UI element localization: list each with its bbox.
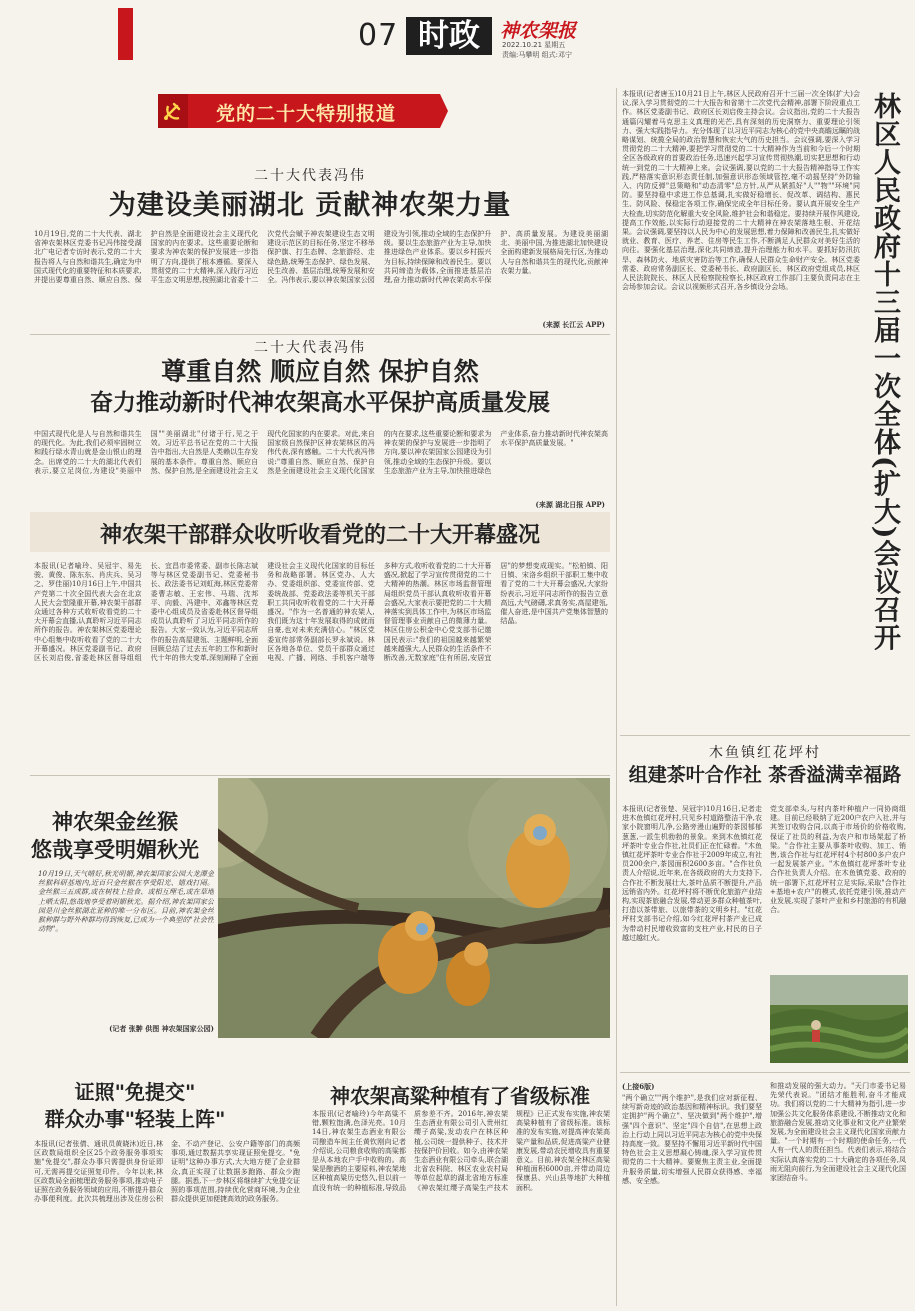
article5-body: 本报讯(记者张倩、通讯员黄晓沐)近日,林区政数局组织全区25个政务服务事项实施"免提交",群众办事只需提供身份证即可,无需再提交证照复印件。今年以来,林区政数局全面梳理政务服务事项,推动电子证照在政务服务领域的应用,不断提升群众办事便利度。此次共梳理出涉及住房公积金、不动产登记、公安户籍等部门的高频事项,通过数据共享实现证照免提交。"免证明"这种办事方式,大大地方便了企业群众,真正实现了让数据多跑路、群众少跑腿。据悉,下一步林区将继续扩大免提交证照的事项范围,持续优化营商环境,为企业群众提供更加便捷高效的政务服务。	[34, 1140, 300, 1204]
article8-body-2: 党支部牵头,与村内茶叶种植户一同协商组建。目前已经吸纳了近200户农户入社,并与其签订收购合同,以高于市场价的价格收购,保证了社员的利益,为农户和市场架起了桥梁。"合作社主要从事茶叶收购、加工、销售,该合作社与红花坪村4个村800多户农户一起发展茶产业。"木鱼镇红花坪茶叶专业合作社负责人介绍。在木鱼镇党委、政府的统一部署下,红花坪村立足实际,采取"合作社+基地+农户"的模式,依托党建引领,推动产业发展,实现了茶叶产业和乡村旅游的有机融合。	[770, 805, 906, 915]
article3-body: 本报讯(记者喻玲、吴冠宇、易先骏、黄俊、陈东东、肖庆兵、吴习之、罗佳丽)10月16日上午,中国共产党第二十次全国代表大会在北京人民大会堂隆重开幕,神农架干部群众通过各种方式收听收看党的二十大开幕会直播,认真聆听习近平同志所作的报告。神农架林区党委理论中心组集中收听收看了党的二十大开幕盛况。林区党委副书记、政府区长刘启俊,省委赴林区督导组组长、宜昌市委常委、副市长陈志斌等与林区党委副书记、党委秘书长、政法委书记刘虹海,林区党委常委曹志敏、王宏伟、马瑞、沈邦平、向毅、冯建中、邓鑫等林区党委中心组成员及省委赴林区督导组成员认真聆听了习近平同志所作的报告。大家一致认为,习近平同志所作的报告高屋建瓴、主题鲜明,全面回顾总结了过去五年的工作和新时代十年的伟大变革,深刻阐释了全面建设社会主义现代化国家的目标任务和战略部署。林区党办、人大办、党委组织部、党委宣传部、党委统战部、党委政法委等机关干部职工共同收听收看党的二十大开幕盛况。"作为一名普通的神农架人,我们既为这十年发展取得的成就而自豪,也对未来充满信心。"林区党委宣传部常务副部长罗永斌说。林区各地各单位、党员干部群众通过电视、广播、网络、手机客户端等多种方式,收听收看党的二十大开幕盛况,掀起了学习宣传贯彻党的二十大精神的热潮。林区市场监督管理局组织党员干部认真收听收看开幕会盛况,大家表示要把党的二十大精神落实到具体工作中,为林区市场监督管理事业贡献自己的微薄力量。林区住房公积金中心党支部书记邀国民表示:"我们的祖国越来越繁荣越来越强大,人民群众的生活条件不断改善,无数家庭"住有所居,安居宜居"的梦想变成现实。"松柏镇、阳日镇、宋洛乡组织干部职工集中收看了党的二十大开幕会盛况,大家纷纷表示,习近平同志所作的报告立意高远,大气磅礴,求真务实,高屋建瓴,催人奋进,是中国共产党集体智慧的结晶。	[34, 562, 608, 663]
golden-monkey-illustration	[158, 778, 610, 1038]
article2-headline-line2: 奋力推动新时代神农架高水平保护高质量发展	[90, 389, 550, 416]
article8-headline: 组建茶叶合作社 茶香溢满幸福路	[628, 764, 902, 786]
tea-photo	[770, 975, 908, 1063]
article2-body: 中国式现代化是人与自然和谐共生的现代化。为此,我们必须牢固树立和践行绿水青山就是金山银山的理念。出席党的二十大的湖北代表们表示,要立足岗位,为建设"美丽中国""美丽湖北"付诸于行,见之于效。习近平总书记在党的二十大报告中指出,大自然是人类赖以生存发展的基本条件。尊重自然、顺应自然、保护自然,是全面建设社会主义现代化国家的内在要求。对此,来自国家级自然保护区神农架林区的冯伟代表,深有感触。二十大代表冯伟说:"尊重自然、顺应自然、保护自然是全面建设社会主义现代化国家的内在要求,这些重要论断和要求为神农架的保护与发展进一步指明了方向,要以神农架国家公园建设为引领,推动全域的生态保护升级。要以生态旅游产业为主导,加快推进绿色产业体系,奋力推动新时代神农架高水平保护高质量发展。"	[34, 430, 608, 475]
special-report-banner	[158, 94, 448, 128]
article3-headline: 神农架干部群众收听收看党的二十大开幕盛况	[99, 522, 540, 548]
page-number: 07	[358, 18, 399, 53]
article5-headline-line1: 证照"免提交"	[74, 1080, 196, 1104]
divider-4	[620, 1072, 910, 1073]
article4-headline-line1: 神农架金丝猴	[52, 809, 178, 834]
divider-3	[620, 735, 910, 736]
article4-credit: (记者 张翀 供图 神农架国家公园)	[109, 1024, 214, 1033]
article1-body: 10月19日,党的二十大代表、湖北省神农架林区党委书记冯伟接受湖北广电记者专访时表示,党的二十大报告将人与自然和谐共生,确定为中国式现代化的重要特征和本质要求,并提出要尊重自然、顺应自然、保护自然是全面建设社会主义现代化国家的内在要求。这些重要论断和要求为神农架的保护发展进一步指明了方向,提供了根本遵循。要深入贯彻党的二十大精神,深入践行习近平生态文明思想,按照湖北省委十二次党代会赋予神农架建设生态文明建设示范区的目标任务,坚定不移举保护旗、打生态牌、念旅游经、走绿色路,统筹生态保护、绿色发展、民生改善、基层治理,统筹发展和安全。冯伟表示,要以神农架国家公园建设为引领,推动全域的生态保护升级。要以生态旅游产业为主导,加快推进绿色产业体系。要以乡村振兴为目标,持续保障和改善民生。要以共同缔造为载体,全面推进基层治理,奋力推动新时代神农架高水平保护、高质量发展。为建设美丽湖北、美丽中国,为推进湖北加快建设全面构建新发展格局先行区,为推动人与自然和谐共生的现代化,贡献神农架力量。	[34, 230, 608, 285]
article5-headline-line2: 群众办事"轻装上阵"	[44, 1107, 226, 1131]
article9-body-2: 和推动发展的强大动力。"天门市委书记易先荣代表说。"团结才能胜利,奋斗才能成功。我们将以党的二十大精神为指引,进一步加强公共文化服务体系建设,不断推动文化和旅游融合发展,推动文化事业和文化产业繁荣发展,为全面建设社会主义现代化国家贡献力量。"一个时期有一个时期的使命任务,一代人有一代人的责任担当。代表们表示,将结合实际认真落实党的二十大确定的各项任务,凤雨无阻向前行,为全面建设社会主义现代化国家团结奋斗。	[770, 1082, 906, 1183]
article6-body: 本报讯(记者喻玲)今年高粱不错,颗粒饱满,色泽光亮。10月14日,神农架生态酒业有限公司酿造车间主任黄钦刚向记者介绍说,公司粮食收购的高粱都是从本地农户手中收购的。高粱是酿酒的主要原料,神农架地区种植高粱历史悠久,但以前一直没有统一的种植标准,导致品质参差不齐。2016年,神农架生态酒业有限公司引入贵州红缨子高粱,发动农户在林区种植,公司统一提供种子、技术并按保护价回收。如今,由神农架生态酒业有限公司牵头,联合湖北省农科院、林区农业农村局等单位起草的湖北省地方标准《神农架红缨子高粱生产技术规程》已正式发布实施,神农架高粱种植有了省级标准。该标准的发布实施,对提高神农架高粱产量和品质,促进高粱产业健康发展,带动农民增收具有重要意义。目前,神农架全林区高粱种植面积6000亩,并带动周边保康县、兴山县等地扩大种植面积。	[312, 1110, 610, 1192]
divider-1	[30, 334, 610, 335]
article1-headline: 为建设美丽湖北 贡献神农架力量	[108, 190, 512, 221]
article4-headline-line2: 悠哉享受明媚秋光	[31, 837, 199, 862]
article7-headline-text: 林区人民政府十三届一次全体(扩大)会议召开	[869, 92, 900, 652]
article8-kicker: 木鱼镇红花坪村	[709, 745, 821, 761]
masthead-bar	[118, 8, 133, 60]
vertical-divider	[616, 88, 617, 1306]
hammer-sickle-icon	[162, 100, 184, 122]
editor-line: 责编:马攀明 组式:邓宁	[502, 51, 572, 59]
article7-headline	[866, 92, 906, 712]
article2-source: (来源 湖北日报 APP)	[535, 500, 605, 509]
article9-body: "两个确立""两个维护",是我们应对新征程、续写新奇迹的政治基因和精神标识。我们要坚定拥护"两个确立"、坚决做到"两个维护",增强"四个意识"、坚定"四个自信",在思想上政治上行动上同以习近平同志为核心的党中央保持高度一致。要坚持不懈用习近平新时代中国特色社会主义思想凝心铸魂,深入学习宣传贯彻党的二十大精神。要聚焦主责主业,全面提升服务质量,切实增强人民群众获得感、幸福感、安全感。	[622, 1094, 762, 1185]
section-tag: 时政	[406, 17, 492, 55]
article4-body: 10月19日,天气晴好,秋光明媚,神农架国家公园大龙潭金丝猴科研基地内,近百只金丝猴在享受阳光、嬉戏打闹。金丝猴三五成群,或在树枝上捡食、或相互理毛,或在草地上晒太阳,悠哉地享受着明媚秋光。据介绍,神农架国家公园是川金丝猴湖北亚种的唯一分布区。目前,神农架金丝猴种群与野外种群均得到恢复,已成为一个典型的"社会性动物"。	[38, 870, 214, 934]
article2-kicker: 二十大代表冯伟	[254, 340, 366, 356]
article7-body: 本报讯(记者唐玉)10月21日上午,林区人民政府召开十三届一次全体(扩大)会议,深入学习贯彻党的二十大报告和省第十二次党代会精神,部署下阶段重点工作。林区党委副书记、政府区长刘启俊主持会议。会议指出,党的二十大报告通篇闪耀着马克思主义真理的光芒,具有深刻的历史洞察力、重要理论引领力、强大实践指导力。充分体现了以习近平同志为核心的党中央高瞻远瞩的战略谋划、统揽全局的政治智慧和恢宏大气的历史担当。会议强调,要深入学习贯彻党的二十大精神,要把学习贯彻党的二十大精神作为当前和今后一个时期全区各级政府的首要政治任务,迅速兴起学习宣传贯彻热潮,切实把思想和行动统一到党的二十大精神上来。会议强调,要以党的二十大报告精神指导工作实践,严格落实意识形态责任制,加强意识形态领域管控,毫不动摇坚持"外防输入、内防反弹"总策略和"动态清零"总方针,从严从紧抓好"人""物""环境"同防。要坚持稳中求进工作总基调,扎实做好稳增长、促改革、调结构、惠民生、防风险、保稳定各项工作,确保完成全年目标任务。要认真开展安全生产大检查,切实防范化解重大安全风险,维护社会和谐稳定。要持续开展作风建设,提高工作效能,以实际行动迎接党的二十大精神在神农架落地生根、开花结果。会议强调,要坚持以人民为中心的发展思想,着力保障和改善民生,扎实做好就业、教育、医疗、养老、住房等民生工作,不断满足人民群众对美好生活的向往。要强化基层治理,深化共同缔造,提升治理能力和水平。要抓好防汛抗旱、森林防火、地质灾害防治等工作,确保人民群众生命财产安全。林区党委常委、政府常务副区长、党委秘书长、政府副区长、林区政府党组成员,林区人民法院院长、林区人民检察院检察长,林区政府工作部门主要负责同志在主会场参加会议。会议以视频形式召开,各乡镇设分会场。	[622, 90, 860, 292]
article9-lead: (上接6版)	[622, 1082, 655, 1091]
article6-headline: 神农架高粱种植有了省级标准	[330, 1084, 590, 1108]
paper-name-logo: 神农架报	[500, 20, 577, 42]
divider-2	[30, 775, 610, 776]
tea-garden-illustration	[770, 975, 908, 1063]
article8-body: 本报讯(记者张楚、吴冠宇)10月16日,记者走进木鱼镇红花坪村,只见乡村道路整洁干净,农家小院窗明几净,公路旁漫山遍野的茶园郁郁葱葱,一派生机勃勃的景象。来到木鱼镇红花坪茶叶专业合作社,社员们正在忙碌着。"木鱼镇红花坪茶叶专业合作社于2009年成立,有社员200余户,茶园面积2600多亩。"合作社负责人介绍说,近年来,在各级政府的大力支持下,合作社不断发展壮大,茶叶品质不断提升,产品远销省内外。红花坪村将不断优化旅游产业结构,实现茶旅融合发展,带动更多群众种植茶叶,打造以茶带旅、以旅带茶的文明乡村。"红花坪村支部书记介绍,如今红花坪村茶产业已成为带动村民增收致富的支柱产业,村民的日子越过越红火。	[622, 805, 762, 942]
article1-source: (来源 长江云 APP)	[542, 320, 605, 329]
article2-headline-line1: 尊重自然 顺应自然 保护自然	[161, 357, 479, 386]
monkey-photo	[158, 778, 610, 1038]
masthead	[0, 0, 915, 60]
special-report-title: 党的二十大特别报道	[216, 103, 397, 125]
date-line: 2022.10.21 星期五	[502, 41, 566, 49]
article1-kicker: 二十大代表冯伟	[254, 168, 366, 184]
